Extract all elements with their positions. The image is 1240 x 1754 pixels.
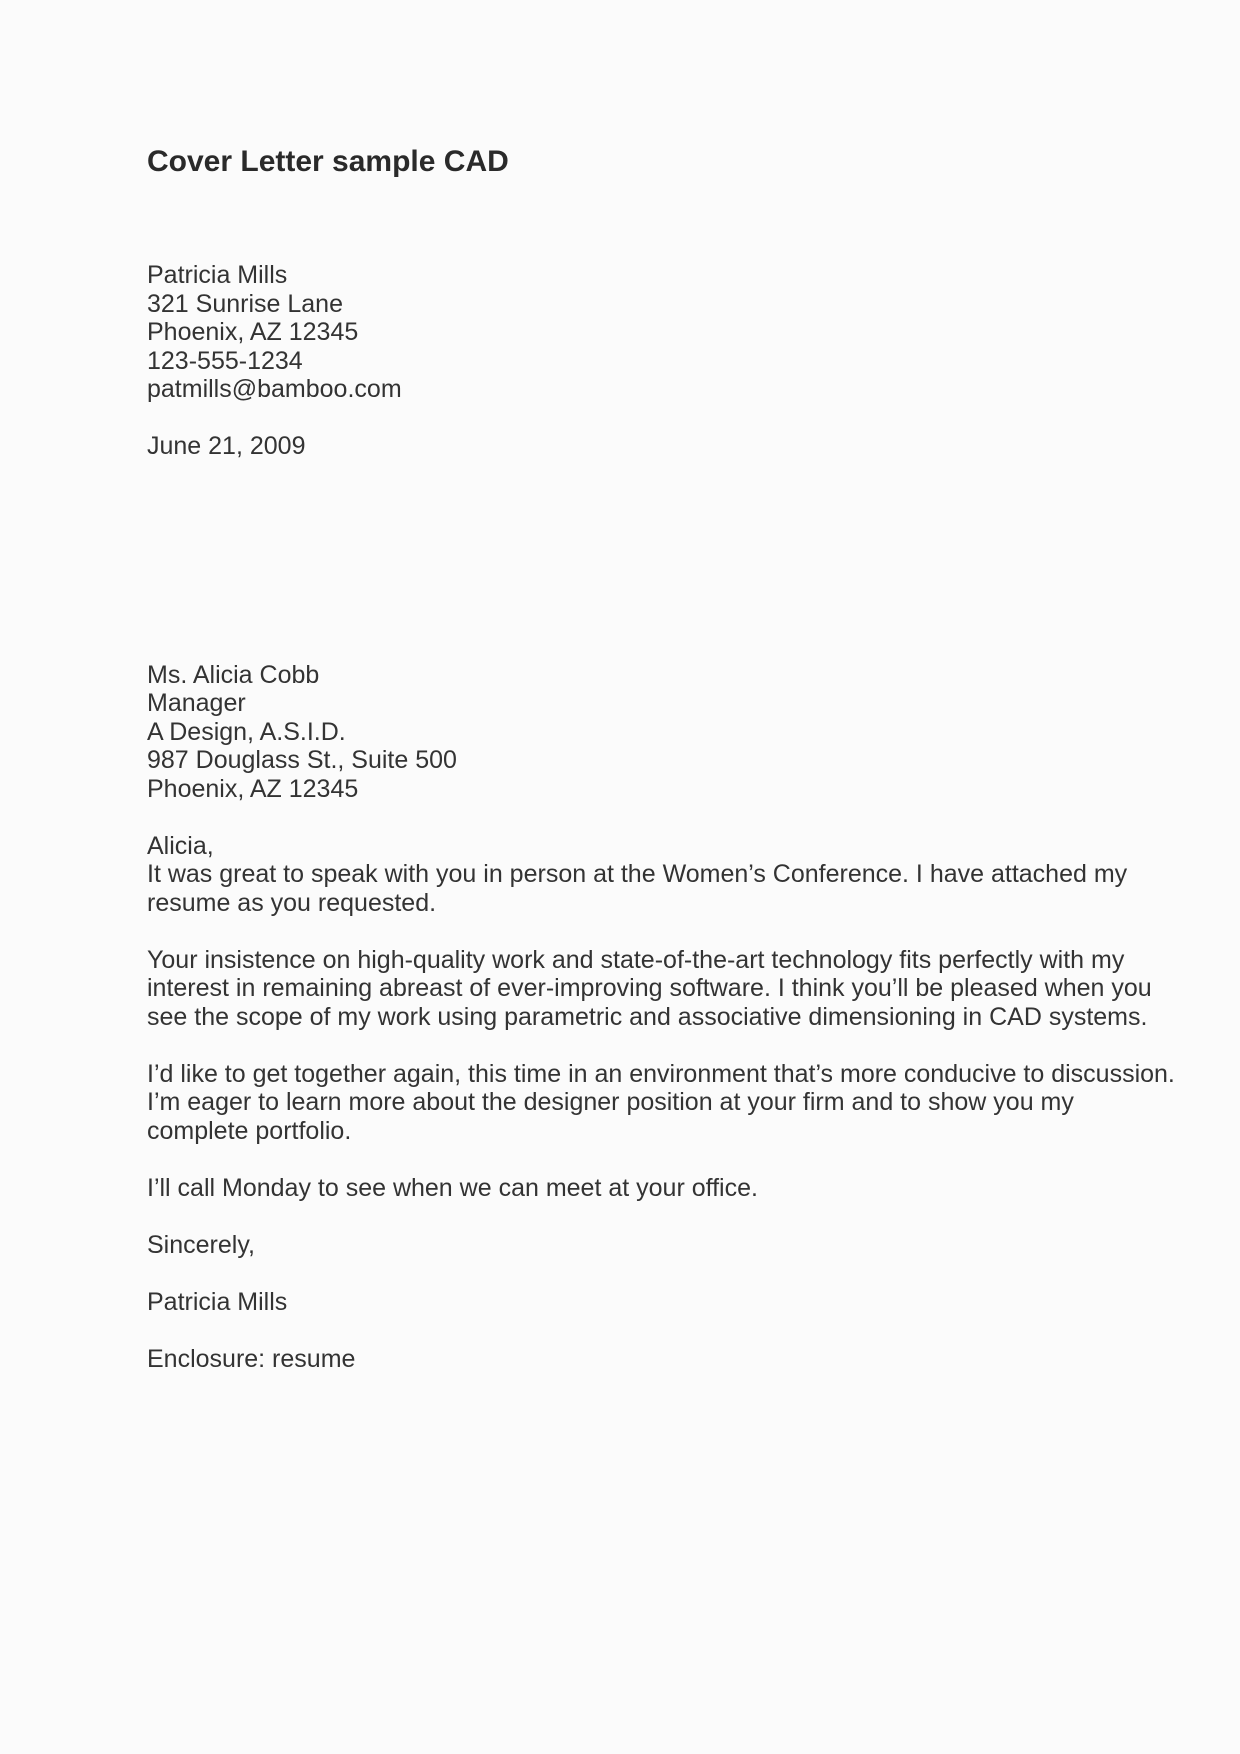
sender-name: Patricia Mills bbox=[147, 261, 288, 289]
paragraph-line: I’ll call Monday to see when we can meet at your office. bbox=[147, 1173, 758, 1202]
sender-address-block bbox=[147, 261, 1150, 404]
sender-city-state-zip: Phoenix, AZ 12345 bbox=[147, 318, 359, 346]
recipient-company: A Design, A.S.I.D. bbox=[147, 717, 346, 746]
recipient-title: Manager bbox=[147, 689, 246, 717]
paragraph-line: see the scope of my work using parametric and associative dimensioning in CAD systems. bbox=[147, 1002, 1148, 1031]
recipient-city-state-zip: Phoenix, AZ 12345 bbox=[147, 774, 359, 803]
sender-email: patmills@bamboo.com bbox=[147, 375, 402, 403]
recipient-street: 987 Douglass St., Suite 500 bbox=[147, 746, 457, 774]
body-paragraph-1 bbox=[147, 860, 1150, 917]
enclosure-note: Enclosure: resume bbox=[147, 1344, 356, 1373]
signature-name: Patricia Mills bbox=[147, 1287, 288, 1316]
paragraph-line: complete portfolio. bbox=[147, 1116, 352, 1145]
paragraph-line: I’m eager to learn more about the designer position at your firm and to show you my bbox=[147, 1088, 1074, 1116]
salutation: Alicia, bbox=[147, 831, 214, 860]
closing: Sincerely, bbox=[147, 1230, 255, 1259]
body-paragraph-3 bbox=[147, 1059, 1175, 1146]
paragraph-line: It was great to speak with you in person at the Women’s Conference. I have attached my bbox=[147, 860, 1128, 888]
document-title: Cover Letter sample CAD bbox=[147, 145, 509, 178]
body-paragraph-4 bbox=[147, 1174, 1150, 1203]
paragraph-line: interest in remaining abreast of ever-improving software. I think you’ll be pleased when you bbox=[147, 974, 1152, 1002]
recipient-address-block bbox=[147, 661, 1150, 804]
paragraph-line: I’d like to get together again, this time in an environment that’s more conducive to discussion. bbox=[147, 1059, 1175, 1088]
body-paragraph-2 bbox=[147, 946, 1150, 1032]
paragraph-line: resume as you requested. bbox=[147, 888, 437, 917]
recipient-name: Ms. Alicia Cobb bbox=[147, 660, 320, 689]
sender-phone: 123-555-1234 bbox=[147, 346, 303, 375]
letter-date: June 21, 2009 bbox=[147, 432, 306, 460]
paragraph-line: Your insistence on high-quality work and state-of-the-art technology fits perfectly with my bbox=[147, 945, 1125, 974]
sender-street: 321 Sunrise Lane bbox=[147, 289, 343, 318]
